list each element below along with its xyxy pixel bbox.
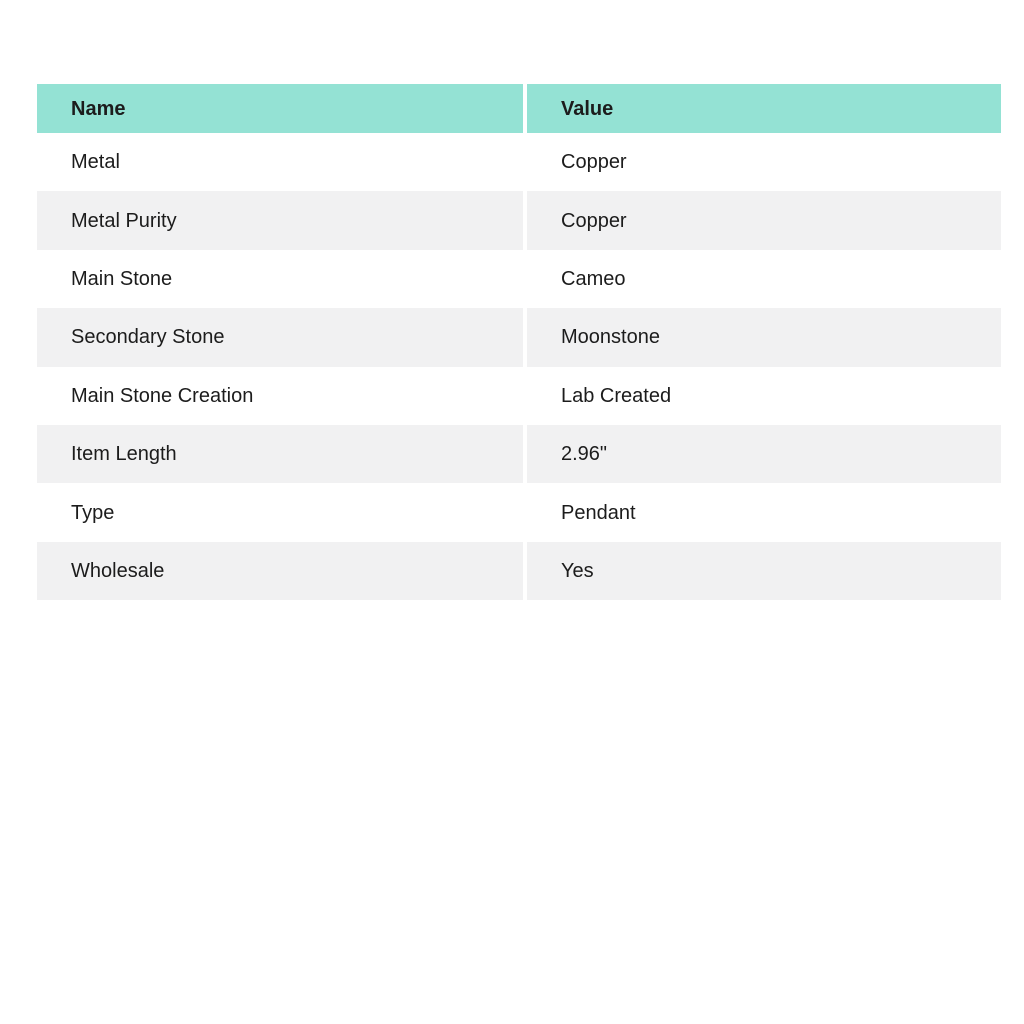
row-name-cell: Type [37,483,523,541]
row-value-cell: 2.96" [527,425,1001,483]
table-row [37,367,1001,425]
header-cell-name: Name [37,84,523,133]
row-name-cell: Item Length [37,425,523,483]
table-row [37,133,1001,191]
row-name-cell: Main Stone Creation [37,367,523,425]
table-row [37,308,1001,366]
row-name-cell: Metal Purity [37,191,523,249]
row-value-cell: Yes [527,542,1001,600]
row-name-cell: Metal [37,133,523,191]
row-value-cell: Copper [527,191,1001,249]
header-cell-value: Value [527,84,1001,133]
attributes-table [37,84,1001,600]
table-row [37,542,1001,600]
row-value-cell: Pendant [527,483,1001,541]
table-header-row [37,84,1001,133]
row-value-cell: Cameo [527,250,1001,308]
table-row [37,250,1001,308]
row-value-cell: Moonstone [527,308,1001,366]
row-name-cell: Wholesale [37,542,523,600]
table-row [37,425,1001,483]
row-name-cell: Main Stone [37,250,523,308]
table-row [37,191,1001,249]
table-row [37,483,1001,541]
row-name-cell: Secondary Stone [37,308,523,366]
row-value-cell: Copper [527,133,1001,191]
row-value-cell: Lab Created [527,367,1001,425]
